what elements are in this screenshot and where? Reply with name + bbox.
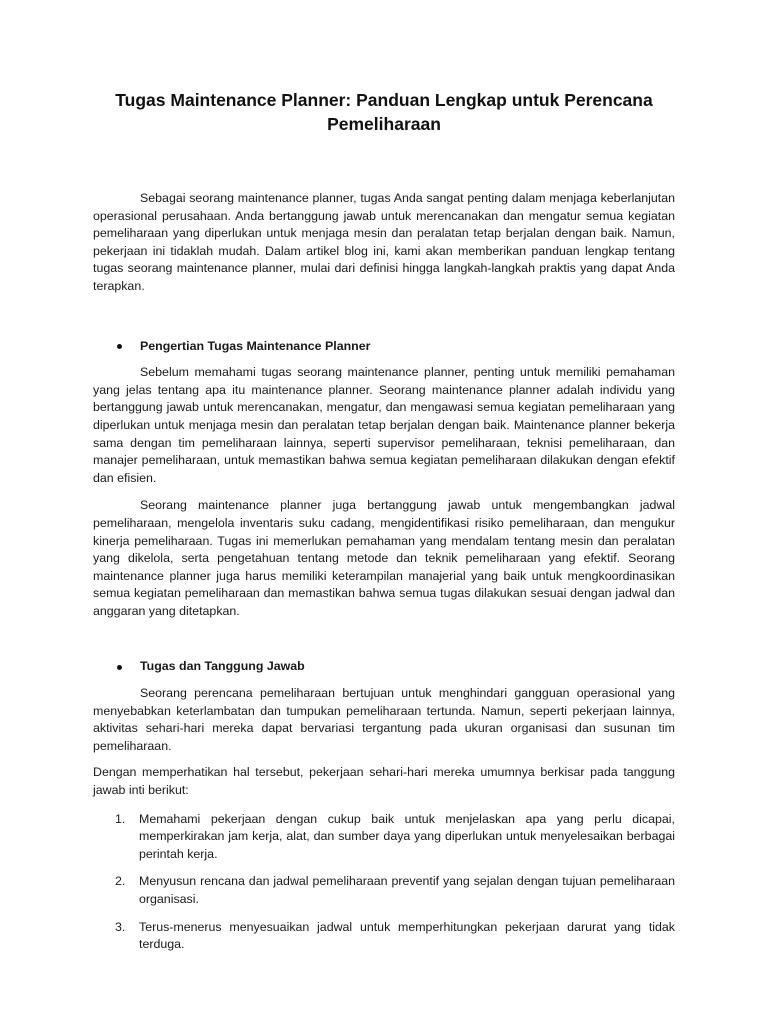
bullet-icon [117, 344, 122, 349]
list-item [93, 873, 675, 908]
section-heading-tugas [93, 658, 675, 676]
bullet-icon [117, 665, 122, 670]
list-item [93, 919, 675, 954]
section1-paragraph-1: Sebelum memahami tugas seorang maintenance planner, penting untuk memiliki pemahaman yang jelas tentang apa itu maintenance planner. Seorang maintenance planner adalah individu yang bertanggung jawab untuk merencanakan, mengatur, dan mengawasi semua kegiatan pemeliharaan yang diperlukan untuk menjaga mesin dan peralatan tetap berjalan dengan baik. Maintenance planner bekerja sama dengan tim pemeliharaan lainnya, seperti supervisor pemeliharaan, teknisi pemeliharaan, dan manajer pemeliharaan, untuk memastikan bahwa semua kegiatan pemeliharaan dilakukan dengan efektif dan efisien. [93, 365, 675, 485]
list-item-text: Menyusun rencana dan jadwal pemeliharaan preventif yang sejalan dengan tujuan pemeliharaan organisasi. [139, 874, 675, 906]
section-heading-pengertian [93, 338, 675, 356]
list-item [93, 811, 675, 864]
list-item-number: 3. [115, 919, 126, 934]
section2-paragraph-2: Dengan memperhatikan hal tersebut, pekerjaan sehari-hari mereka umumnya berkisar pada tanggung jawab inti berikut: [93, 765, 675, 798]
page-title: Tugas Maintenance Planner: Panduan Lengkap untuk Perencana Pemeliharaan [115, 90, 653, 134]
document-body [93, 88, 675, 964]
responsibility-list [93, 811, 675, 954]
list-item-number: 2. [115, 874, 126, 889]
section2-paragraph-1: Seorang perencana pemeliharaan bertujuan untuk menghindari gangguan operasional yang menyebabkan keterlambatan dan tumpukan pemeliharaan tertunda. Namun, seperti pekerjaan lainnya, aktivitas sehari-hari mereka dapat bervariasi tergantung pada ukuran organisasi dan susunan tim pemeliharaan. [93, 686, 675, 753]
section-heading-text: Pengertian Tugas Maintenance Planner [140, 338, 371, 353]
list-item-number: 1. [115, 811, 126, 826]
section1-paragraph-2: Seorang maintenance planner juga bertanggung jawab untuk mengembangkan jadwal pemeliharaan, mengelola inventaris suku cadang, mengidentifikasi risiko pemeliharaan, dan mengukur kinerja pemeliharaan. Tugas ini memerlukan pemahaman yang mendalam tentang mesin dan peralatan yang dikelola, serta pengetahuan tentang metode dan teknik pemeliharaan yang efektif. Seorang maintenance planner juga harus memiliki keterampilan manajerial yang baik untuk mengkoordinasikan semua kegiatan pemeliharaan dan memastikan bahwa semua tugas dilakukan sesuai dengan jadwal dan anggaran yang ditetapkan. [93, 498, 675, 618]
list-item-text: Memahami pekerjaan dengan cukup baik untuk menjelaskan apa yang perlu dicapai, memperkirakan jam kerja, alat, dan sumber daya yang diperlukan untuk menyelesaikan berbagai perintah kerja. [139, 811, 675, 861]
section-heading-text: Tugas dan Tanggung Jawab [140, 659, 305, 674]
intro-paragraph: Sebagai seorang maintenance planner, tugas Anda sangat penting dalam menjaga keberlanjutan operasional perusahaan. Anda bertanggung jawab untuk merencanakan dan mengatur semua kegiatan pemeliharaan yang diperlukan untuk menjaga mesin dan peralatan tetap berjalan dengan baik. Namun, pekerjaan ini tidaklah mudah. Dalam artikel blog ini, kami akan memberikan panduan lengkap tentang tugas seorang maintenance planner, mulai dari definisi hingga langkah-langkah praktis yang dapat Anda terapkan. [93, 191, 675, 293]
list-item-text: Terus-menerus menyesuaikan jadwal untuk memperhitungkan pekerjaan darurat yang tidak terduga. [139, 919, 675, 952]
